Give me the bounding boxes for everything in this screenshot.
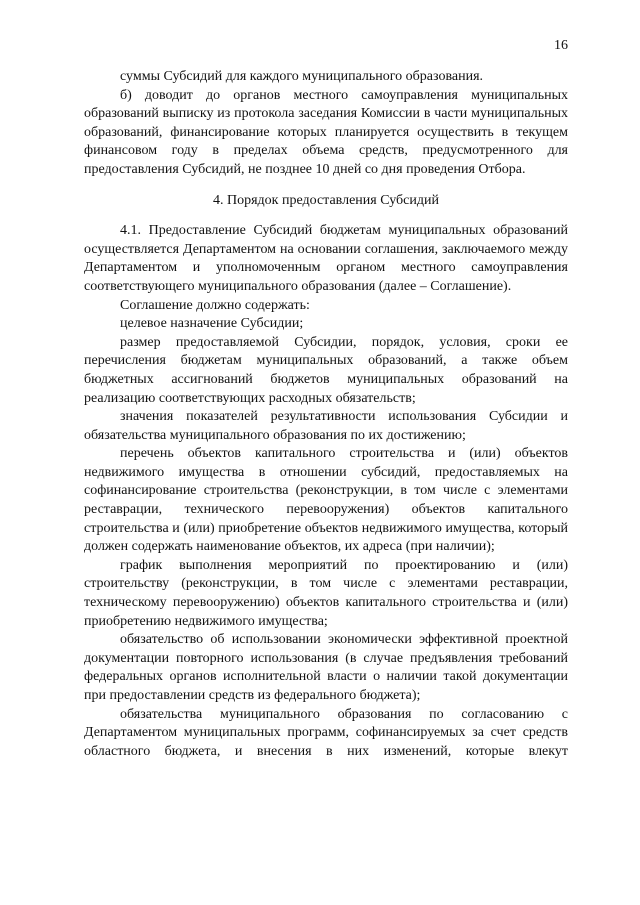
list-item: целевое назначение Субсидии; <box>120 316 304 332</box>
section-heading: 4. Порядок предоставления Субсидий <box>213 192 439 208</box>
list-item: значения показателей результативности использования Субсидии и обязательства муниципального образования по их достижению; <box>84 409 568 443</box>
list-item: перечень объектов капитального строительства и (или) объектов недвижимого имущества в отношении субсидий, предоставляемых на софинансирование строительства (реконструкции, в том числе с элементами реставрации, технического перевооружения) объектов капитального строительства и (или) приобретение объектов недвижимого имущества, который должен содержать наименование объектов, их адреса (при наличии); <box>84 446 568 555</box>
paragraph-subsidy-amounts: суммы Субсидий для каждого муниципального образования. <box>120 69 484 84</box>
paragraph-b-protocol-extract: б) доводит до органов местного самоуправления муниципальных образований выписку из протокола заседания Комиссии в части муниципальных образований, финансирование которых планируется осуществить в текущем финансовом году в пределах объема средств, предусмотренного для предоставления Субсидий, не позднее 10 дней со дня проведения Отбора. <box>84 87 568 177</box>
list-item: обязательства муниципального образования по согласованию с Департаментом муниципальных программ, софинансируемых за счет средств областного бюджета, и внесения в них изменений, которые влекут <box>84 706 568 759</box>
list-item: обязательство об использовании экономически эффективной проектной документации повторного использования (в случае предъявления требований федеральных органов исполнительной власти о наличии такой документации при предоставлении средств из федерального бюджета); <box>84 632 568 703</box>
list-item: размер предоставляемой Субсидии, порядок, условия, сроки ее перечисления бюджетам муниципальных образований, а также объем бюджетных ассигнований бюджетов муниципальных образований на реализацию соответствующих расходных обязательств; <box>84 334 568 406</box>
page-number: 16 <box>554 38 568 53</box>
document-body <box>84 68 568 761</box>
paragraph-4-1: 4.1. Предоставление Субсидий бюджетам муниципальных образований осуществляется Департаментом на основании соглашения, заключаемого между Департаментом и уполномоченным органом местного самоуправления соответствующего муниципального образования (далее – Соглашение). <box>84 223 568 294</box>
paragraph-agreement-intro: Соглашение должно содержать: <box>120 297 310 313</box>
list-item: график выполнения мероприятий по проектированию и (или) строительству (реконструкции, в том числе с элементами реставрации, техническому перевооружению) объектов капитального строительства и (или) приобретению недвижимого имущества; <box>84 557 568 629</box>
